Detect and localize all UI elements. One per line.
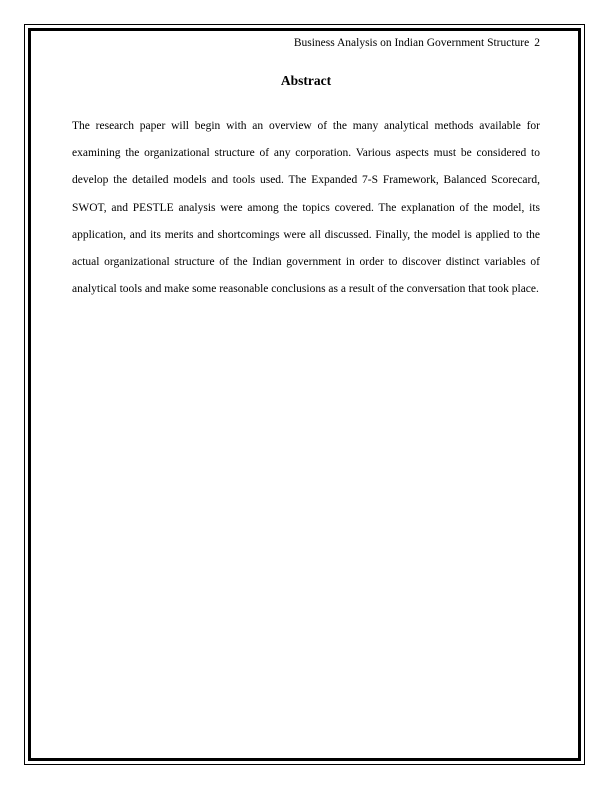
abstract-paragraph: The research paper will begin with an overview of the many analytical methods available for examining the organizational structure of any corporation. Various aspects must be considered to develop the detailed models and tools used. The Expanded 7-S Framework, Balanced Scorecard, SWOT, and PESTLE analysis were among the topics covered. The explanation of the model, its application, and its merits and shortcomings were all discussed. Finally, the model is applied to the actual organizational structure of the Indian government in order to discover distinct variables of analytical tools and make some reasonable conclusions as a result of the conversation that took place. <box>72 120 540 296</box>
running-head-title: Business Analysis on Indian Government Structure <box>293 37 530 49</box>
running-head <box>294 36 540 50</box>
abstract-heading: Abstract <box>280 73 332 88</box>
page-number: 2 <box>534 37 540 49</box>
